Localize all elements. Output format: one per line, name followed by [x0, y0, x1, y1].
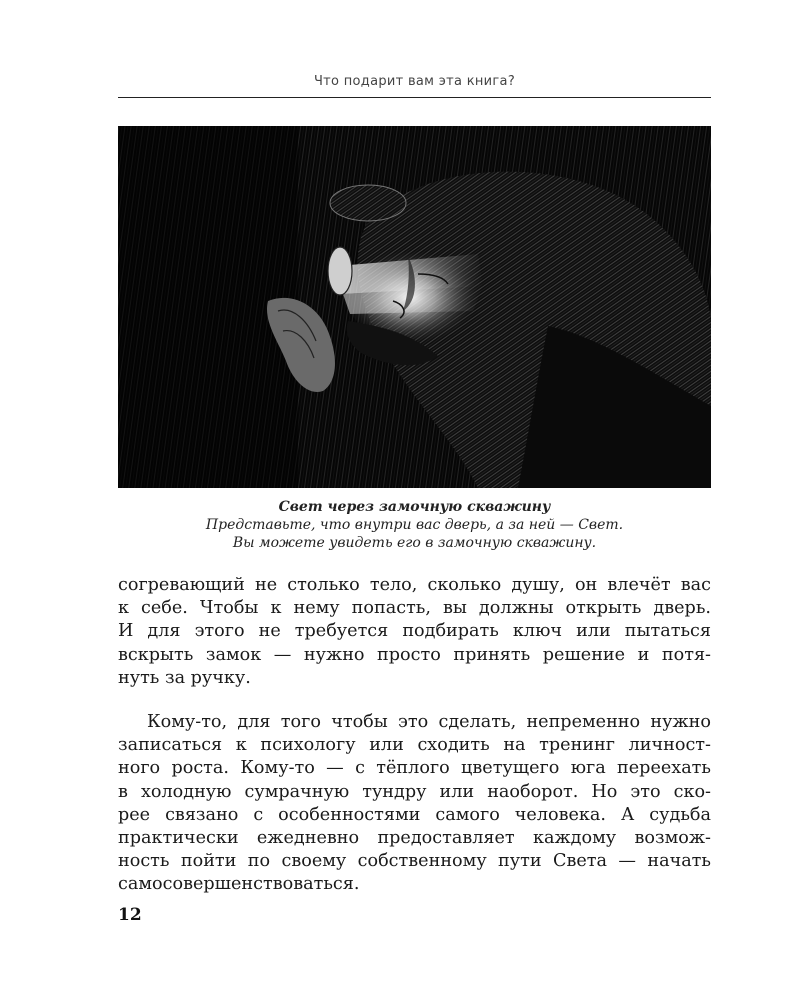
caption-line: Вы можете увидеть его в замочную скважину.: [232, 535, 597, 551]
running-head: Что подарит вам эта книга?: [313, 74, 516, 89]
illustration-keyhole-light: [118, 126, 711, 488]
illustration-caption: [118, 498, 711, 552]
text-line: И для этого не требуется подбирать ключ или пытаться: [118, 621, 711, 642]
page-number: 12: [118, 905, 142, 925]
text-line: записаться к психологу или сходить на тренинг личност-: [118, 735, 711, 756]
text-line: ного роста. Кому-то — с тёплого цветущего юга переехать: [118, 758, 711, 779]
text-line: рее связано с особенностями самого человека. А судьба: [118, 804, 711, 825]
text-line: к себе. Чтобы к нему попасть, вы должны открыть дверь.: [118, 598, 711, 619]
illustration-drawing: [118, 126, 711, 488]
text-line: практически ежедневно предоставляет каждому возмож-: [118, 828, 711, 849]
header-rule: [118, 97, 711, 98]
text-line: ность пойти по своему собственному пути Света — начать: [118, 851, 711, 872]
caption-line: Представьте, что внутри вас дверь, а за ней — Свет.: [205, 517, 624, 533]
text-line: согревающий не столько тело, сколько душу, он влечёт вас: [118, 575, 711, 595]
text-line: самосовершенствоваться.: [118, 874, 360, 895]
text-line: нуть за ручку.: [118, 667, 251, 688]
paragraph-2: [118, 711, 711, 897]
text-line: вскрыть замок — нужно просто принять решение и потя-: [118, 644, 711, 665]
text-line: Кому-то, для того чтобы это сделать, непременно нужно: [147, 712, 711, 732]
caption-title: Свет через замочную скважину: [278, 499, 551, 515]
text-line: в холодную сумрачную тундру или наоборот. Но это ско-: [118, 781, 711, 802]
paragraph-1: [118, 574, 711, 690]
